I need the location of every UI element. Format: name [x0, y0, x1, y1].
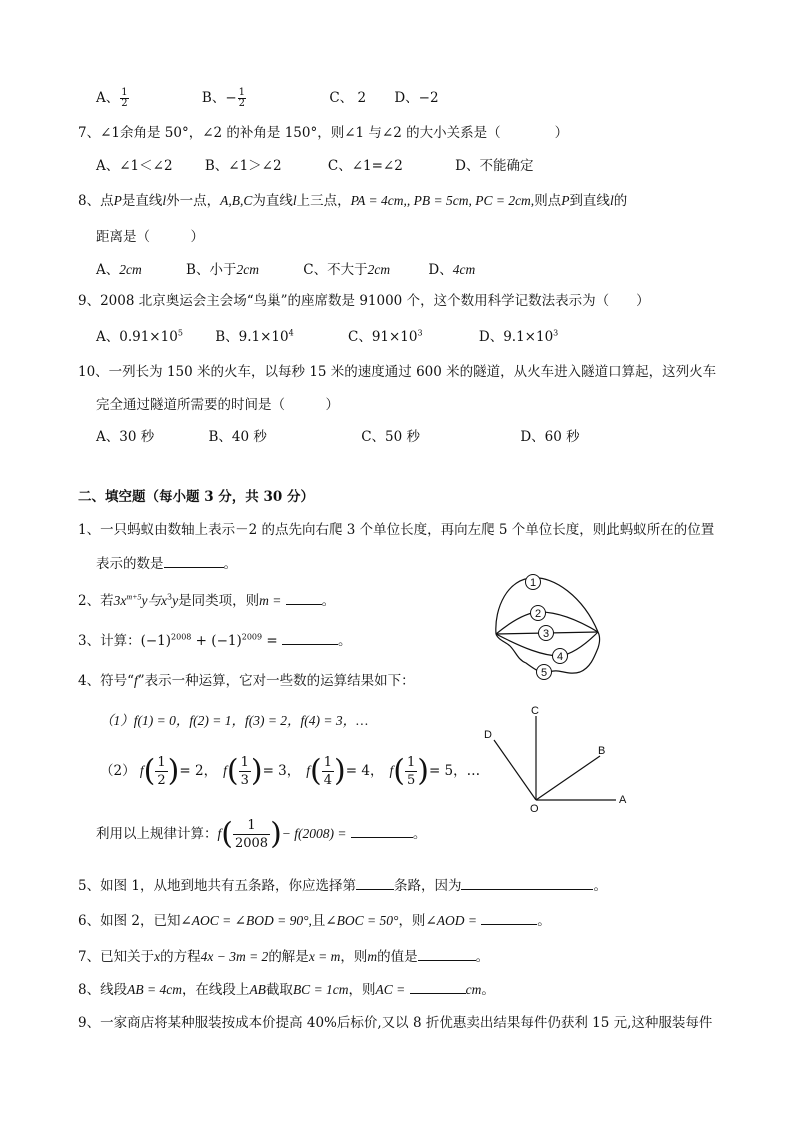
- f9-question: 9、一家商店将某种服装按成本价提高 40%后标价,又以 8 折优惠卖出结果每件仍获利 15 元,这种服装每件: [78, 1015, 713, 1031]
- q10-options: [96, 428, 580, 446]
- q8-option-c: C、不大于2cm: [303, 262, 391, 278]
- q6-a-fraction: $\frac{1}{2}$: [121, 87, 128, 109]
- figure-1-roads: [488, 568, 610, 686]
- f4-question: 4、符号“f”表示一种运算，它对一些数的运算结果如下：: [78, 673, 415, 689]
- q8-question: 8、点P是直线l外一点，A,B,C为直线l上三点，PA = 4cm,, PB = 5cm, PC = 2cm,则点P到直线l的: [78, 193, 628, 209]
- f4-rule2-fraction: $\frac{1}{4}$: [323, 755, 333, 788]
- q9-option-b: B、$9.1\times 10^4$: [215, 328, 294, 345]
- q6-option-c: C、 2: [329, 90, 367, 106]
- f4-rule2-fraction: $\frac{1}{5}$: [406, 755, 416, 788]
- f3-question: 3、计算：$(-1)^{2008} + (-1)^{2009}$ = 。: [78, 630, 352, 650]
- q8-option-d: D、4cm: [428, 262, 476, 278]
- ray-ob: [536, 756, 600, 800]
- point-a-label: A: [619, 794, 627, 806]
- q7-option-b: B、∠1＞∠2: [204, 158, 282, 174]
- f5-answer-blank-1[interactable]: [356, 875, 394, 890]
- q6-options: [96, 88, 439, 109]
- f4-rule2-term: f( $\frac{1}{2}$ )= 2，: [139, 753, 218, 789]
- q9-option-d: D、$9.1\times 10^3$: [478, 328, 559, 345]
- f8-answer-blank[interactable]: [410, 979, 466, 994]
- f4-answer-blank[interactable]: [351, 823, 413, 838]
- f1-question: 1、一只蚂蚁由数轴上表示－2 的点先向右爬 3 个单位长度，再向左爬 5 个单位长度，则此蚂蚁所在的位置: [78, 522, 715, 538]
- point-d-label: D: [484, 729, 492, 741]
- f7-question: 7、已知关于x的方程4x − 3m = 2的解是x = m，则m的值是 。: [78, 946, 489, 966]
- q8-options: [96, 261, 475, 279]
- f4-rule2-term: f( $\frac{1}{3}$ )= 3，: [223, 753, 301, 789]
- q8-option-a: A、2cm: [96, 262, 142, 278]
- f6-answer-blank[interactable]: [481, 910, 537, 925]
- f4-rule2-term: f( $\frac{1}{5}$ )= 5，…: [389, 753, 481, 789]
- q6-option-b: B、−: [201, 90, 237, 106]
- road-3-label: 3: [542, 628, 550, 640]
- f4-rule-1: （1）f(1) = 0，f(2) = 1，f(3) = 2，f(4) = 3，…: [100, 713, 369, 728]
- q7-options: [96, 157, 533, 175]
- road-4-label: 4: [556, 651, 564, 663]
- q8-option-b: B、小于2cm: [186, 262, 259, 278]
- f4-rule-2: （2） f( $\frac{1}{2}$ )= 2， f( $\frac{1}{3}$ )= 3， f( $\frac{1}{4}$ )= 4， f( $\frac{1}{5}$ )= 5，…: [100, 753, 481, 789]
- f2-question: 2、若$3x^{m+5}y$与$x^3y$是同类项，则m = 。: [78, 590, 335, 610]
- f7-answer-blank[interactable]: [418, 946, 476, 961]
- f2-answer-blank[interactable]: [286, 590, 322, 605]
- point-b-label: B: [598, 745, 606, 757]
- f5-question: 5、如图 1，从地到地共有五条路，你应选择第 条路，因为 。: [78, 875, 607, 895]
- q9-option-c: C、$91\times 10^3$: [347, 328, 423, 345]
- f4-rule2-term: f( $\frac{1}{4}$ )= 4，: [306, 753, 384, 789]
- q7-option-d: D、不能确定: [455, 158, 534, 174]
- q7-option-a: A、∠1＜∠2: [96, 158, 173, 174]
- q10-option-d: D、60 秒: [520, 429, 580, 445]
- f6-question: 6、如图 2，已知∠AOC = ∠BOD = 90°,且∠BOC = 50°，则∠AOD = 。: [78, 910, 551, 930]
- q8-question-cont: 距离是（ ）: [96, 229, 204, 245]
- f3-answer-blank[interactable]: [282, 630, 338, 645]
- f4-calc-fraction: $\frac{1}{2008}$: [234, 818, 269, 851]
- q10-option-b: B、40 秒: [208, 429, 267, 445]
- section-2-title: 二、填空题（每小题 3 分，共 30 分）: [78, 489, 314, 505]
- road-1-label: 1: [529, 577, 537, 589]
- f4-rule2-fraction: $\frac{1}{3}$: [240, 755, 249, 788]
- q7-question: 7、∠1余角是 50°，∠2 的补角是 150°，则∠1 与∠2 的大小关系是（ ）: [78, 125, 569, 141]
- point-o-label: O: [530, 803, 539, 815]
- f1-question-cont: 表示的数是 。: [96, 553, 237, 573]
- q6-option-d: D、−2: [394, 90, 439, 106]
- point-c-label: C: [531, 705, 539, 717]
- f8-question: 8、线段AB = 4cm，在线段上AB截取BC = 1cm，则AC = cm。: [78, 979, 495, 999]
- f4-rule2-fraction: $\frac{1}{2}$: [157, 755, 166, 788]
- q6-b-fraction: $\frac{1}{2}$: [238, 87, 246, 109]
- f5-answer-blank-2[interactable]: [461, 875, 593, 890]
- q10-option-c: C、50 秒: [361, 429, 421, 445]
- q10-question-cont: 完全通过隧道所需要的时间是（ ）: [96, 397, 339, 413]
- q9-options: [96, 328, 558, 346]
- figure-2-angles: [474, 702, 644, 824]
- q10-option-a: A、30 秒: [96, 429, 155, 445]
- q9-question: 9、2008 北京奥运会主会场“鸟巢”的座席数是 91000 个，这个数用科学记数法表示为（ ）: [78, 293, 650, 309]
- q6-option-a: A、: [96, 90, 120, 106]
- f1-answer-blank[interactable]: [164, 553, 224, 568]
- f4-calc: 利用以上规律计算：f( $\frac{1}{2008}$ )− f(2008) = 。: [96, 816, 427, 852]
- q10-question: 10、一列长为 150 米的火车，以每秒 15 米的速度通过 600 米的隧道，从火车进入隧道口算起，这列火车: [78, 364, 717, 380]
- q7-option-c: C、∠1=∠2: [327, 158, 403, 174]
- road-5-label: 5: [540, 667, 548, 679]
- ray-od: [494, 740, 536, 800]
- road-2-label: 2: [534, 608, 542, 620]
- q9-option-a: A、$0.91\times 10^5$: [96, 328, 183, 345]
